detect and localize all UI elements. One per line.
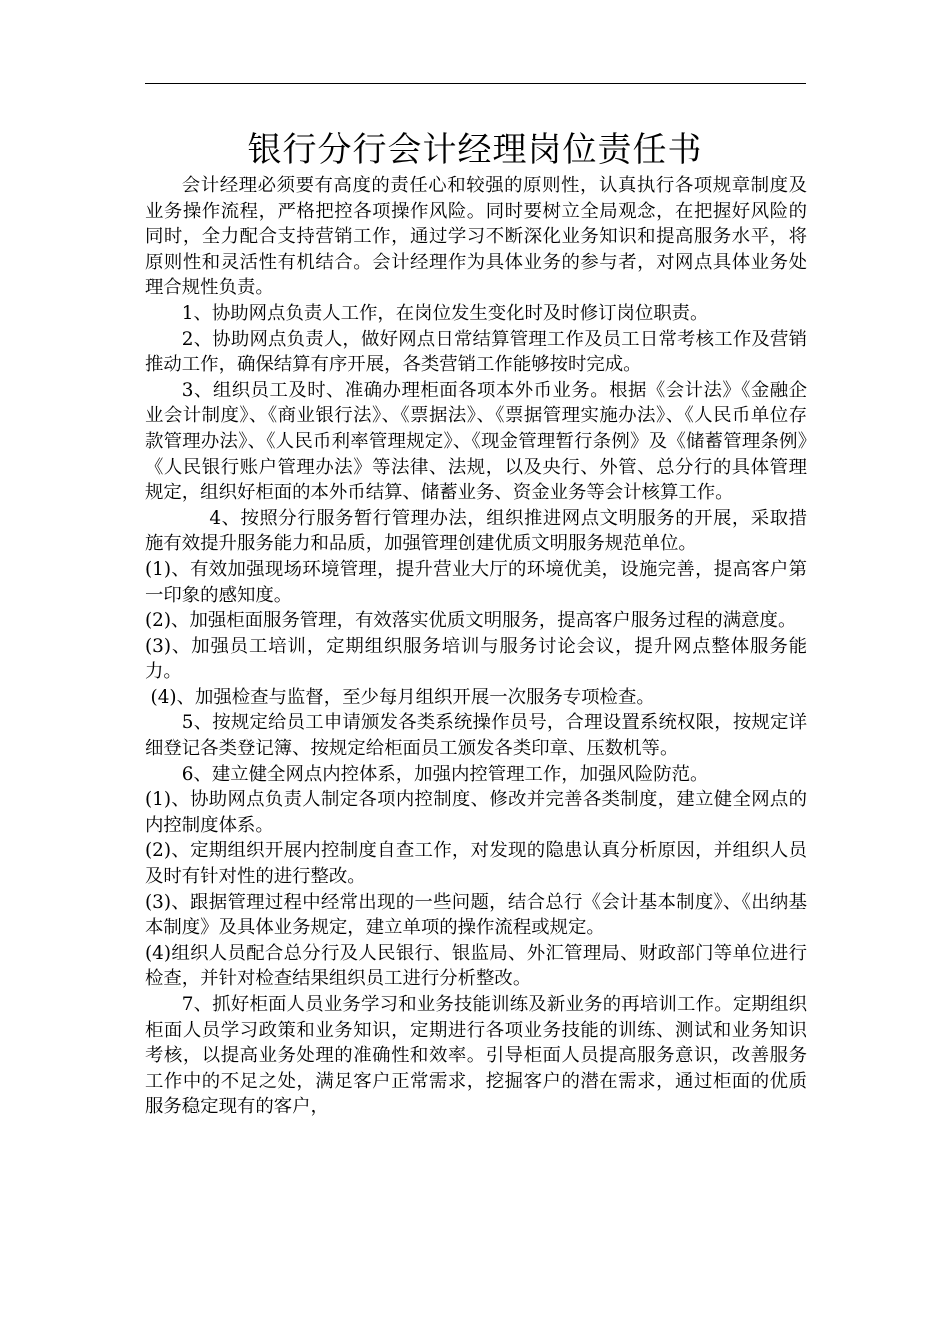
duty-item-3: 3、组织员工及时、准确办理柜面各项本外币业务。根据《会计法》《金融企业会计制度》、《商业银行法》、《票据法》、《票据管理实施办法》、《人民币单位存款管理办法》、《人民币利率管理规定》、《现金管理暂行条例》及《储蓄管理条例》《人民银行账户管理办法》等法律、法规，以及央行、外管、总分行的具体管理规定，组织好柜面的本外币结算、储蓄业务、资金业务等会计核算工作。 xyxy=(145,379,807,504)
duty-item-4-sub-1: (1)、有效加强现场环境管理，提升营业大厅的环境优美，设施完善，提高客户第一印象的感知度。 xyxy=(145,558,807,606)
duty-item-4-sub-4: (4)、加强检查与监督，至少每月组织开展一次服务专项检查。 xyxy=(150,686,655,708)
duty-item-5: 5、按规定给员工申请颁发各类系统操作员号，合理设置系统权限，按规定详细登记各类登记簿、按规定给柜面员工颁发各类印章、压数机等。 xyxy=(145,712,807,760)
document-body xyxy=(145,173,807,1120)
header-rule xyxy=(145,83,806,84)
intro-paragraph: 会计经理必须要有高度的责任心和较强的原则性，认真执行各项规章制度及业务操作流程，严格把控各项操作风险。同时要树立全局观念，在把握好风险的同时，全力配合支持营销工作，通过学习不断深化业务知识和提高服务水平，将原则性和灵活性有机结合。会计经理作为具体业务的参与者，对网点具体业务处理合规性负责。 xyxy=(145,175,807,299)
duty-item-4-sub-2: (2)、加强柜面服务管理，有效落实优质文明服务，提高客户服务过程的满意度。 xyxy=(145,610,797,632)
duty-item-6-sub-2: (2)、定期组织开展内控制度自查工作，对发现的隐患认真分析原因，并组织人员及时有针对性的进行整改。 xyxy=(145,840,807,888)
duty-item-4-sub-3: (3)、加强员工培训，定期组织服务培训与服务讨论会议，提升网点整体服务能力。 xyxy=(145,635,807,683)
duty-item-6-sub-1: (1)、协助网点负责人制定各项内控制度、修改并完善各类制度，建立健全网点的内控制度体系。 xyxy=(145,789,807,836)
duty-item-6-sub-4: (4)组织人员配合总分行及人民银行、银监局、外汇管理局、财政部门等单位进行检查，并针对检查结果组织员工进行分析整改。 xyxy=(145,942,807,990)
duty-item-2: 2、协助网点负责人，做好网点日常结算管理工作及员工日常考核工作及营销推动工作，确保结算有序开展，各类营销工作能够按时完成。 xyxy=(145,328,807,376)
duty-item-6-sub-3: (3)、跟据管理过程中经常出现的一些问题，结合总行《会计基本制度》、《出纳基本制度》及具体业务规定，建立单项的操作流程或规定。 xyxy=(145,891,807,939)
duty-item-7: 7、抓好柜面人员业务学习和业务技能训练及新业务的再培训工作。定期组织柜面人员学习政策和业务知识，定期进行各项业务技能的训练、测试和业务知识考核，以提高业务处理的准确性和效率。引导柜面人员提高服务意识，改善服务工作中的不足之处，满足客户正常需求，挖掘客户的潜在需求，通过柜面的优质服务稳定现有的客户， xyxy=(145,994,807,1118)
duty-item-6: 6、建立健全网点内控体系，加强内控管理工作，加强风险防范。 xyxy=(181,763,709,785)
duty-item-1: 1、协助网点负责人工作，在岗位发生变化时及时修订岗位职责。 xyxy=(181,302,709,324)
document-title: 银行分行会计经理岗位责任书 xyxy=(247,130,703,170)
duty-item-4: 4、按照分行服务暂行管理办法，组织推进网点文明服务的开展，采取措施有效提升服务能力和品质，加强管理创建优质文明服务规范单位。 xyxy=(145,507,807,555)
